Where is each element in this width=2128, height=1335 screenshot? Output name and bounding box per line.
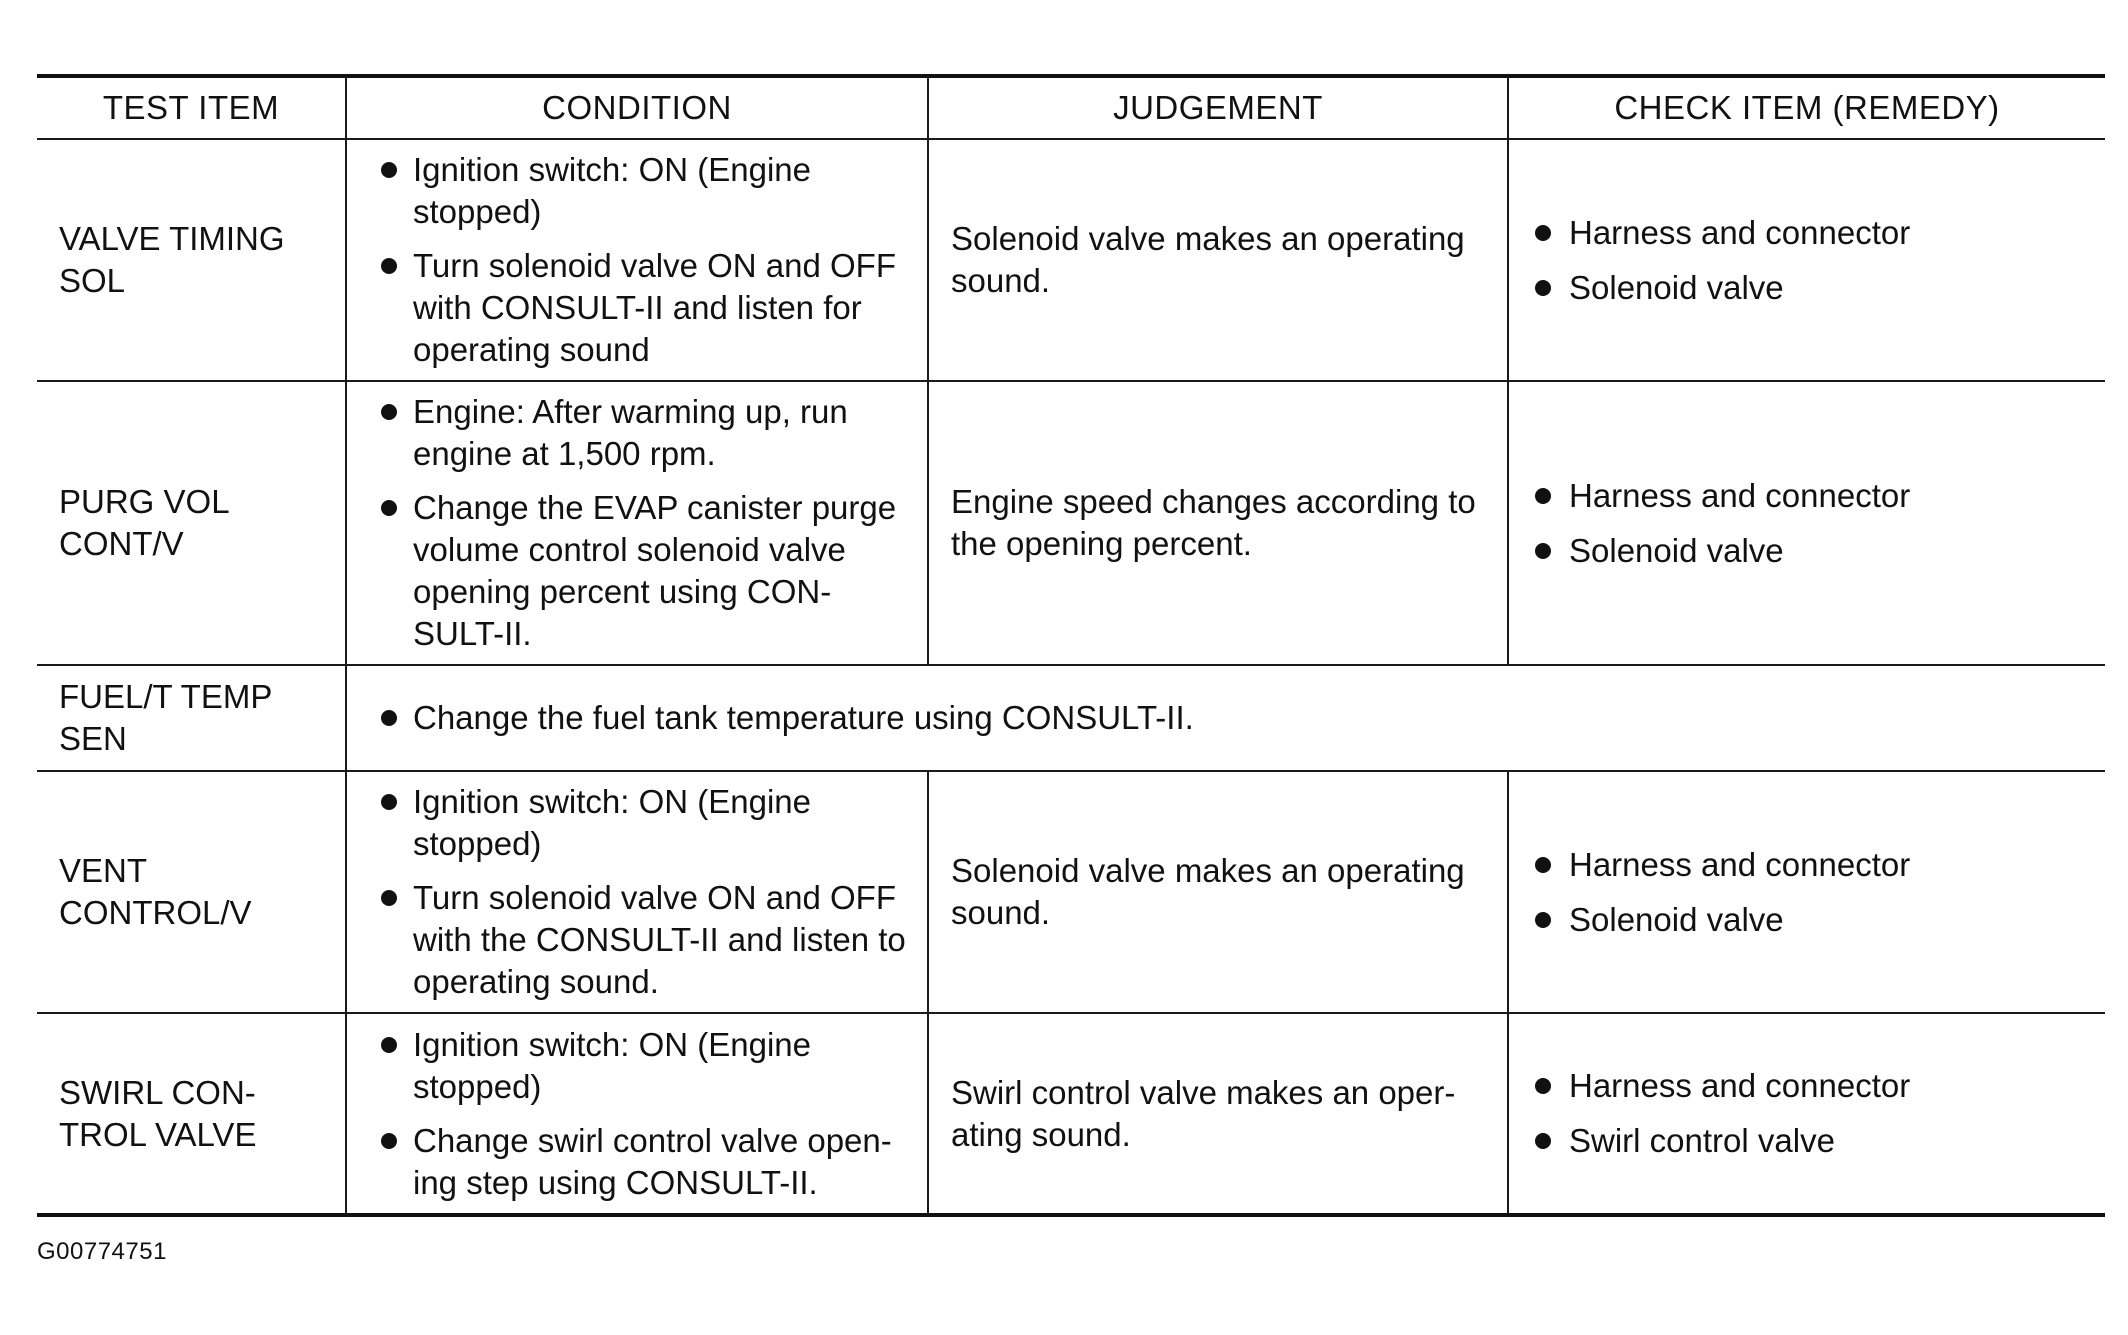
judgement-cell: Swirl control valve makes an oper-ating sound.	[928, 1013, 1508, 1215]
table-row-vent-control-v	[37, 771, 2105, 1013]
check-item-text: Harness and connector	[1569, 1067, 1911, 1104]
check-item-text: Solenoid valve	[1569, 531, 1784, 569]
bullet-dot-icon	[1535, 857, 1551, 873]
judgement-cell: Engine speed changes according to the opening percent.	[928, 381, 1508, 665]
bullet-dot-icon	[381, 890, 397, 906]
condition-cell	[346, 1013, 928, 1215]
condition-text: Ignition switch: ON (Engine stopped)	[413, 783, 812, 862]
test-item-line: FUEL/T TEMP	[59, 678, 273, 715]
check-item-cell	[1508, 771, 2105, 1013]
check-item	[1531, 530, 2083, 572]
test-item-cell	[37, 381, 346, 665]
bullet-dot-icon	[1535, 543, 1551, 559]
header-check-item: CHECK ITEM (REMEDY)	[1508, 76, 2105, 139]
table-row-valve-timing-sol	[37, 139, 2105, 381]
bullet-dot-icon	[381, 404, 397, 420]
condition-item	[377, 697, 2091, 739]
test-item-line: VENT	[59, 852, 148, 889]
check-item-text: Harness and connector	[1569, 845, 1911, 883]
judgement-cell: Solenoid valve makes an operating sound.	[928, 771, 1508, 1013]
bullet-dot-icon	[1535, 280, 1551, 296]
test-item-line: CONT/V	[59, 525, 184, 562]
condition-text: Turn solenoid valve ON and OFF with CONSULT-II and listen for operating sound	[413, 247, 896, 368]
table-row-purg-vol-cont-v	[37, 381, 2105, 665]
condition-list	[377, 149, 913, 371]
bullet-dot-icon	[1535, 912, 1551, 928]
test-item-cell	[37, 1013, 346, 1215]
active-test-table	[37, 74, 2105, 1217]
condition-item	[377, 1120, 913, 1204]
condition-text: Change the fuel tank temperature using CONSULT-II.	[413, 699, 1194, 736]
check-item-list	[1531, 844, 2083, 941]
header-condition: CONDITION	[346, 76, 928, 139]
check-item-list	[1531, 475, 2083, 572]
test-item-line: PURG VOL	[59, 483, 230, 520]
test-item-line: TROL VALVE	[59, 1115, 257, 1153]
bullet-dot-icon	[1535, 225, 1551, 241]
test-item-line: CONTROL/V	[59, 894, 252, 931]
bullet-dot-icon	[381, 500, 397, 516]
header-judgement: JUDGEMENT	[928, 76, 1508, 139]
check-item-text: Solenoid valve	[1569, 900, 1784, 938]
bullet-dot-icon	[1535, 488, 1551, 504]
test-item-table-container	[37, 74, 2105, 1217]
test-item-cell	[37, 139, 346, 381]
test-item-line: SEN	[59, 720, 127, 757]
check-item-cell	[1508, 381, 2105, 665]
check-item	[1531, 475, 2083, 517]
check-item-list	[1531, 212, 2083, 309]
bullet-dot-icon	[381, 1133, 397, 1149]
condition-list	[377, 697, 2091, 739]
check-item-text: Swirl control valve	[1569, 1122, 1835, 1159]
check-item	[1531, 267, 2083, 309]
condition-item	[377, 391, 913, 475]
condition-item	[377, 149, 913, 233]
test-item-line: SWIRL CON-	[59, 1073, 256, 1111]
bullet-dot-icon	[1535, 1078, 1551, 1094]
bullet-dot-icon	[381, 710, 397, 726]
check-item	[1531, 212, 2083, 254]
condition-item	[377, 487, 913, 655]
table-row-fuel-t-temp-sen	[37, 665, 2105, 771]
condition-cell	[346, 139, 928, 381]
check-item-text: Harness and connector	[1569, 213, 1911, 251]
condition-item	[377, 245, 913, 371]
condition-text: Engine: After warming up, run engine at 1,500 rpm.	[413, 393, 848, 472]
bullet-dot-icon	[1535, 1133, 1551, 1149]
condition-cell	[346, 771, 928, 1013]
check-item	[1531, 1065, 2083, 1107]
test-item-cell	[37, 665, 346, 771]
test-item-line: VALVE TIMING	[59, 220, 285, 257]
table-body	[37, 139, 2105, 1215]
header-test-item: TEST ITEM	[37, 76, 346, 139]
table-header	[37, 76, 2105, 139]
check-item-text: Harness and connector	[1569, 476, 1911, 514]
test-item-line: SOL	[59, 262, 126, 299]
test-item-cell	[37, 771, 346, 1013]
check-item	[1531, 844, 2083, 886]
figure-code: G00774751	[37, 1238, 167, 1265]
check-item-cell	[1508, 139, 2105, 381]
condition-list	[377, 781, 913, 1003]
condition-text: Turn solenoid valve ON and OFF with the CONSULT-II and listen to operating sound.	[413, 879, 906, 1000]
judgement-cell: Solenoid valve makes an operating sound.	[928, 139, 1508, 381]
condition-text: Change the EVAP canister purge volume control solenoid valve opening percent using CON-SULT-II.	[413, 489, 897, 652]
condition-item	[377, 781, 913, 865]
condition-cell-merged	[346, 665, 2105, 771]
bullet-dot-icon	[381, 258, 397, 274]
check-item	[1531, 1120, 2083, 1162]
condition-text: Change swirl control valve open-ing step using CONSULT-II.	[413, 1121, 892, 1201]
condition-item	[377, 1024, 913, 1108]
check-item-text: Solenoid valve	[1569, 268, 1784, 306]
condition-list	[377, 391, 913, 655]
bullet-dot-icon	[381, 1037, 397, 1053]
condition-text: Ignition switch: ON (Engine stopped)	[413, 151, 812, 230]
bullet-dot-icon	[381, 162, 397, 178]
table-row-swirl-control-valve	[37, 1013, 2105, 1215]
condition-item	[377, 877, 913, 1003]
bullet-dot-icon	[381, 794, 397, 810]
check-item-cell	[1508, 1013, 2105, 1215]
condition-list	[377, 1024, 913, 1204]
condition-text: Ignition switch: ON (Engine stopped)	[413, 1025, 812, 1105]
condition-cell	[346, 381, 928, 665]
check-item	[1531, 899, 2083, 941]
check-item-list	[1531, 1065, 2083, 1162]
header-row	[37, 76, 2105, 139]
